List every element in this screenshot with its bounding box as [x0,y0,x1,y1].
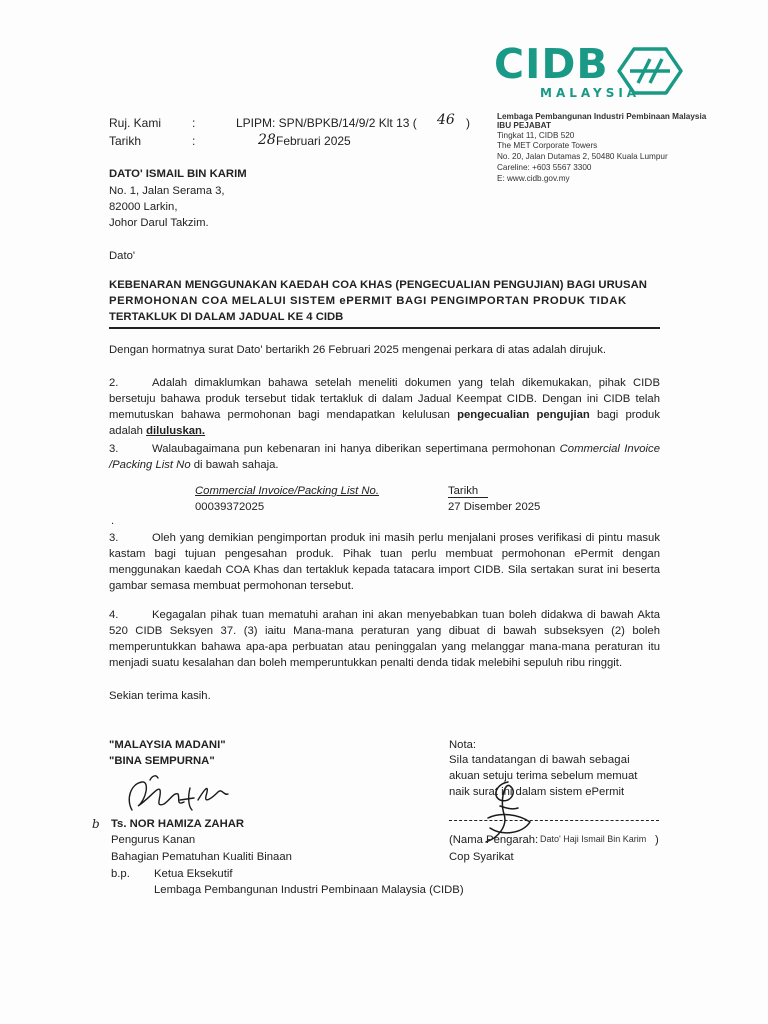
tarikh-colon: : [192,134,196,148]
salutation: Dato' [109,250,136,262]
intro-paragraph: Dengan hormatnya surat Dato' bertarikh 26 Februari 2025 mengenai perkara di atas adalah dirujuk. [109,344,607,356]
signatory-division: Bahagian Pematuhan Kualiti Binaan [111,851,292,863]
nama-value: Dato' Haji Ismail Bin Karim [540,834,647,844]
signatory-prefix: b [92,817,100,831]
subject-line: KEBENARAN MENGGUNAKAN KAEDAH COA KHAS (PENGECUALIAN PENGUJIAN) BAGI URUSAN [109,279,648,291]
subject-line: TERTAKLUK DI DALAM JADUAL KE 4 CIDB [109,311,344,323]
paragraph-3b: Oleh yang demikian pengimportan produk ini masih perlu menjalani proses verifikasi di pintu masuk kastam bagi tujuan pengesahan produk. Pihak tuan perlu membuat permohonan ePermit dengan menggunakan kaedah COA Khas dan tertakluk kepada tatacara import CIDB. Sila sertakan surat ini beserta gambar semasa membuat permohonan tersebut. [109,532,660,592]
motto: "MALAYSIA MADANI" [109,739,226,751]
invoice-number-value: 00039372025 [195,501,265,513]
recipient-address-line: 82000 Larkin, [109,201,178,213]
office-line: The MET Corporate Towers [497,141,598,150]
invoice-col-header: Commercial Invoice/Packing List No. [195,485,379,497]
stray-mark: . [111,515,115,527]
para3-text: di bawah sahaja. [190,459,279,471]
date-col-header-underline [448,497,488,498]
tarikh-label: Tarikh [109,134,142,148]
office-line: No. 20, Jalan Dutamas 2, 50480 Kuala Lumpur [497,152,668,161]
tarikh-day-handwritten: 28 [258,132,276,148]
recipient-address-line: No. 1, Jalan Serama 3, [109,185,225,197]
para3-italic: Commercial Invoice /Packing List No [109,443,660,471]
ruj-label: Ruj. Kami [109,116,162,130]
nota-label: Nota: [449,739,477,751]
invoice-date-value: 27 Disember 2025 [448,501,541,513]
office-org: Lembaga Pembangunan Industri Pembinaan Malaysia [497,112,707,121]
paragraph-4: Kegagalan pihak tuan mematuhi arahan ini akan menyebabkan tuan boleh didakwa di bawah Akta 520 CIDB Seksyen 37. (3) iaitu Mana-mana peraturan yang dibuat di bawah subseksyen (2) boleh memperuntukkan bahawa apa-apa perbuatan atau peninggalan yang melanggar mana-mana peraturan itu menjadi suatu kesalahan dan boleh memperuntukkan penalti denda tidak melebihi sepuluh ribu ringgit. [109,609,660,669]
recipient-address-line: Johor Darul Takzim. [109,217,209,229]
ruj-handwritten: 46 [437,112,455,128]
para-number: 3. [109,532,119,544]
signatory-title: Pengurus Kanan [111,834,196,846]
signatory-name: Ts. NOR HAMIZA ZAHAR [111,818,245,830]
motto: "BINA SEMPURNA" [109,755,215,767]
nama-close: ) [655,834,659,846]
para-number: 4. [109,609,119,621]
nota-line: Sila tandatangan di bawah sebagai [449,754,630,766]
para2-text: Adalah dimaklumkan bahawa setelah meneliti dokumen yang telah dikemukakan, pihak CIDB bersetuju bahawa produk tersebut tidak tertakluk di dalam Jadual Keempat CIDB. Dengan ini CIDB telah memutuskan bahawa permohonan bagi mendapatkan kelulusan [109,377,660,421]
subject-divider [109,327,660,329]
closing-text: Sekian terima kasih. [109,690,211,702]
bp-title: Ketua Eksekutif [154,868,233,880]
office-line: Careline: +603 5567 3300 [497,163,592,172]
bp-label: b.p. [111,868,130,880]
para2-bold-exemption: pengecualian pengujian [457,409,590,421]
para-number: 3. [109,443,119,455]
cidb-logo-icon [616,46,684,96]
ruj-value: LPIPM: SPN/BPKB/14/9/2 Klt 13 ( [236,116,417,130]
nota-line: akuan setuju terima sebelum memuat [449,770,638,782]
ruj-close: ) [466,116,470,130]
para3-text: Walaubagaimana pun kebenaran ini hanya diberikan sepertimana permohonan [152,443,560,455]
signature-image [120,770,240,822]
para-number: 2. [109,377,119,389]
ruj-colon: : [192,116,196,130]
office-line: Tingkat 11, CIDB 520 [497,131,575,140]
nota-line: naik surat ini dalam sistem ePermit [449,786,625,798]
recipient-name: DATO' ISMAIL BIN KARIM [109,168,247,180]
office-line: E: www.cidb.gov.my [497,174,570,183]
paragraph-2 [109,375,660,439]
para2-text: bagi produk adalah [109,409,660,437]
office-hq: IBU PEJABAT [497,121,551,130]
subject-line: PERMOHONAN COA MELALUI SISTEM ePERMIT BAGI PENGIMPORTAN PRODUK TIDAK [109,295,627,307]
date-col-header: Tarikh [448,485,479,497]
tarikh-value: Februari 2025 [276,134,351,148]
signatory-org: Lembaga Pembangunan Industri Pembinaan Malaysia (CIDB) [154,884,464,896]
paragraph-3 [109,441,660,473]
para2-approved: diluluskan. [146,425,206,437]
cidb-logo-text: CIDB [494,40,609,88]
cop-syarikat: Cop Syarikat [449,851,514,863]
malaysia-logo-text: MALAYSIA [540,86,641,100]
nama-label: (Nama Pengarah: [449,834,539,846]
